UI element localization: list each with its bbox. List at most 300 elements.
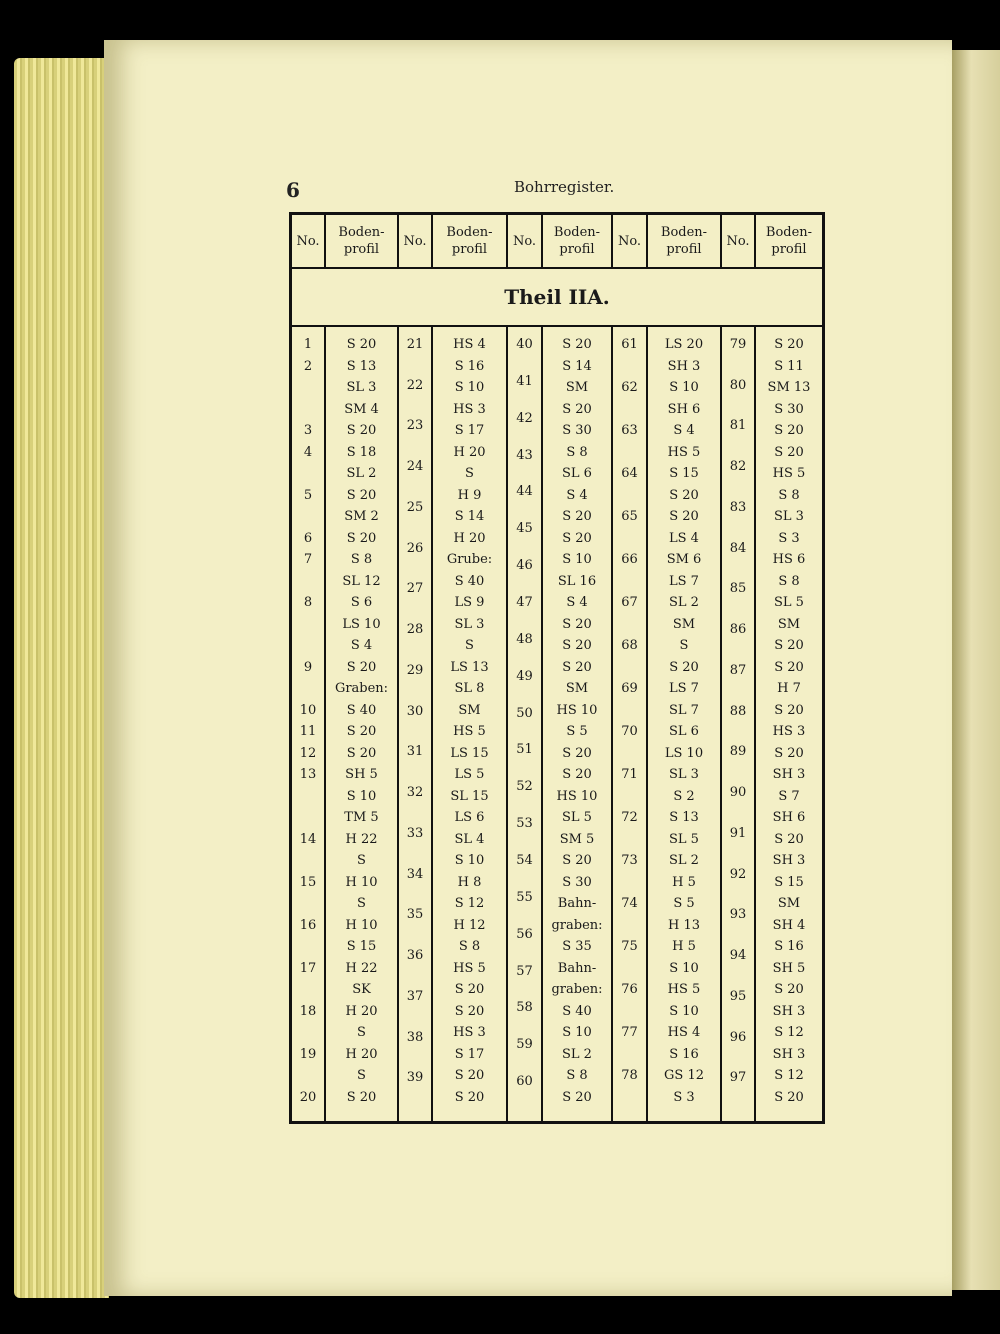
row-number: 54 (516, 853, 533, 868)
profile-entry: S 17 (454, 423, 485, 438)
number-column (613, 327, 648, 1121)
profile-entry: S 5 (566, 724, 588, 739)
row-number: 55 (516, 889, 533, 905)
profile-entry: S 14 (454, 509, 485, 524)
number-column (292, 327, 326, 1121)
profile-entry: S 20 (669, 487, 699, 503)
profile-entry: S 20 (562, 509, 592, 524)
profile-entry: S 20 (562, 767, 592, 782)
row-number: 62 (621, 380, 638, 395)
row-number: 92 (729, 866, 747, 882)
profile-entry: HS 4 (667, 1025, 701, 1040)
profile-entry: SM (458, 702, 481, 718)
profile-entry: S 20 (346, 530, 377, 546)
profile-entry: S (357, 853, 366, 868)
row-number: 41 (516, 373, 533, 389)
profile-entry: S 20 (454, 1068, 485, 1083)
row-number: 74 (621, 896, 638, 911)
profile-entry: S 10 (454, 853, 485, 868)
profile-entry: SL 5 (774, 595, 804, 610)
profile-entry: SM 13 (767, 380, 811, 395)
profile-entry: S 20 (346, 659, 377, 675)
profile-entry: H 20 (345, 1003, 378, 1019)
profile-entry: S 3 (673, 1089, 695, 1105)
profile-entry: SM (777, 896, 801, 911)
profile-entry: SL 3 (669, 767, 699, 782)
profile-entry: S 16 (669, 1046, 699, 1062)
row-number: 39 (406, 1070, 424, 1086)
row-number: 70 (621, 724, 638, 739)
profile-entry: SH 3 (772, 1003, 806, 1019)
row-number: 45 (516, 521, 533, 537)
profile-entry: S (357, 896, 366, 911)
profile-entry: SM 5 (559, 831, 595, 847)
row-number: 34 (406, 866, 424, 882)
profile-entry: S 6 (350, 595, 373, 610)
row-number: 4 (303, 444, 313, 460)
profile-entry: SM (565, 681, 589, 696)
row-number: 35 (406, 907, 424, 923)
profile-entry: S 17 (454, 1046, 485, 1062)
header-bodenprofil: Boden-profil (648, 215, 722, 267)
profile-entry: LS 10 (664, 745, 704, 761)
row-number: 71 (621, 767, 638, 782)
row-number: 48 (516, 631, 533, 647)
profile-entry: S 20 (454, 1003, 485, 1019)
profile-entry: S 8 (778, 487, 800, 503)
profile-entry: LS 5 (454, 767, 485, 782)
page-header (104, 178, 952, 202)
row-number: 11 (299, 724, 317, 739)
row-number: 47 (516, 595, 533, 610)
row-number: 91 (729, 825, 747, 841)
row-number: 15 (299, 874, 317, 890)
profile-entry: S 20 (346, 1089, 377, 1105)
profile-entry: S 15 (669, 466, 699, 481)
profile-entry: TM 5 (344, 810, 379, 825)
profile-entry: S 20 (562, 1089, 592, 1105)
row-number: 68 (621, 638, 638, 653)
header-no: No. (613, 215, 648, 267)
profile-entry: LS 6 (454, 810, 485, 825)
profile-entry: H 12 (453, 917, 486, 933)
profile-entry: SM (777, 616, 801, 632)
profile-entry: S (465, 638, 474, 653)
row-number: 5 (303, 487, 313, 503)
profile-entry: LS 7 (669, 681, 699, 696)
row-number: 86 (729, 622, 747, 638)
row-number: 82 (729, 459, 747, 475)
profile-entry: SH 3 (772, 1046, 806, 1062)
header-bodenprofil: Boden-profil (433, 215, 508, 267)
row-number: 50 (516, 705, 533, 721)
row-number: 97 (729, 1070, 747, 1086)
profile-entry: SL 3 (454, 616, 485, 632)
row-number: 36 (406, 948, 424, 964)
row-number: 49 (516, 668, 533, 684)
row-number: 63 (621, 423, 638, 438)
header-bodenprofil: Boden-profil (765, 225, 813, 257)
profile-entry: HS 3 (453, 401, 486, 417)
profile-entry: S 20 (562, 745, 592, 761)
profile-entry: HS 5 (667, 444, 701, 460)
profile-entry: HS 3 (772, 724, 806, 739)
profile-entry: LS 13 (450, 659, 489, 675)
row-number: 14 (299, 831, 317, 847)
profile-entry: LS 10 (342, 616, 381, 632)
profile-entry: S 20 (454, 982, 485, 997)
profile-entry: S 40 (346, 702, 377, 718)
row-number: 73 (621, 853, 638, 868)
profile-entry: S 16 (774, 939, 804, 954)
row-number: 33 (406, 825, 424, 841)
profile-entry: SL 7 (669, 702, 699, 718)
profile-entry: H 9 (457, 487, 482, 503)
profile-entry: S 2 (673, 788, 695, 804)
row-number: 28 (406, 622, 424, 638)
profile-entry: S 20 (454, 1089, 485, 1105)
profile-entry: GS 12 (664, 1068, 704, 1083)
profile-column (433, 327, 508, 1121)
row-number: 8 (303, 595, 313, 610)
profile-entry: HS 10 (556, 788, 598, 804)
profile-entry: SM (565, 380, 589, 395)
row-number: 26 (406, 540, 424, 556)
profile-entry: SM 2 (344, 509, 379, 524)
row-number: 66 (621, 552, 638, 567)
profile-entry: S 7 (778, 788, 800, 804)
profile-entry: HS 5 (667, 982, 701, 997)
profile-entry: HS 6 (772, 552, 806, 567)
profile-column (326, 327, 399, 1121)
row-number: 32 (406, 785, 424, 801)
row-number: 58 (516, 1000, 533, 1016)
header-no: No. (292, 215, 326, 267)
row-number: 12 (299, 745, 317, 761)
row-number: 94 (729, 948, 747, 964)
profile-entry: SL 2 (346, 466, 377, 481)
profile-entry: LS 7 (669, 573, 699, 589)
profile-entry: S 12 (774, 1068, 804, 1083)
row-number: 59 (516, 1037, 533, 1053)
profile-entry: HS 5 (453, 960, 486, 976)
row-number: 85 (729, 581, 747, 597)
profile-entry: SL 5 (669, 831, 699, 847)
row-number: 17 (299, 960, 317, 976)
profile-entry: H 13 (667, 917, 700, 933)
row-number: 60 (516, 1074, 533, 1090)
row-number: 3 (303, 423, 313, 438)
row-number: 83 (729, 499, 747, 515)
profile-entry: S 20 (346, 745, 377, 761)
profile-entry: S 20 (562, 401, 592, 417)
profile-entry: S 20 (774, 337, 804, 352)
section-title: Theil IIA. (292, 269, 822, 327)
profile-entry: SH 5 (345, 767, 378, 782)
profile-entry: graben: (551, 982, 603, 997)
profile-entry: SH 5 (772, 960, 806, 976)
profile-entry: S 18 (346, 444, 377, 460)
profile-entry: SH 6 (772, 810, 806, 825)
profile-entry: SL 8 (454, 681, 485, 696)
row-number: 9 (303, 659, 313, 675)
row-number: 93 (729, 907, 747, 923)
profile-entry: S 15 (774, 874, 804, 890)
row-number: 72 (621, 810, 638, 825)
profile-entry: S 12 (454, 896, 485, 911)
profile-entry: S 20 (774, 745, 804, 761)
profile-entry: S 16 (454, 358, 485, 374)
profile-entry: S 13 (669, 810, 699, 825)
profile-entry: S 40 (562, 1003, 592, 1019)
row-number: 95 (729, 988, 747, 1004)
profile-entry: SL 16 (557, 573, 597, 589)
profile-entry: SL 3 (774, 509, 804, 524)
row-number: 53 (516, 816, 533, 832)
profile-column (756, 327, 822, 1121)
profile-entry: S 20 (562, 659, 592, 675)
bohrregister-table (289, 212, 825, 1124)
row-number: 21 (406, 337, 424, 352)
row-number: 23 (406, 418, 424, 434)
profile-entry: SL 15 (450, 788, 489, 804)
row-number: 38 (406, 1029, 424, 1045)
row-number: 80 (729, 377, 747, 393)
profile-entry: S 20 (774, 423, 804, 438)
profile-entry: S 11 (774, 358, 804, 374)
row-number: 81 (729, 418, 747, 434)
profile-entry: S 8 (350, 552, 373, 567)
number-column (508, 327, 543, 1121)
profile-entry: H 22 (345, 831, 378, 847)
profile-entry: Graben: (334, 681, 389, 696)
profile-entry: SL 2 (562, 1046, 592, 1062)
row-number: 10 (299, 702, 317, 718)
header-bodenprofil: Boden-profil (326, 215, 399, 267)
profile-entry: H 8 (457, 874, 482, 890)
profile-entry: S (465, 466, 474, 481)
profile-entry: HS 5 (772, 466, 806, 481)
profile-entry: H 22 (345, 960, 378, 976)
profile-entry: S 3 (778, 530, 800, 546)
profile-entry: S 10 (669, 380, 699, 395)
profile-column (648, 327, 722, 1121)
profile-entry: S 20 (562, 530, 592, 546)
profile-entry: S 13 (346, 358, 377, 374)
profile-entry: LS 4 (669, 530, 699, 546)
row-number: 2 (303, 358, 313, 374)
profile-entry: S 20 (669, 509, 699, 524)
row-number: 25 (406, 499, 424, 515)
row-number: 27 (406, 581, 424, 597)
row-number: 51 (516, 742, 533, 758)
profile-entry: SL 2 (669, 595, 699, 610)
page-edges (14, 58, 109, 1298)
profile-entry: S 20 (346, 724, 377, 739)
profile-entry: S 12 (774, 1025, 804, 1040)
row-number: 69 (621, 681, 638, 696)
profile-entry: SH 3 (667, 358, 701, 374)
profile-entry: SH 6 (667, 401, 701, 417)
profile-entry: S 20 (774, 831, 804, 847)
profile-entry: S 20 (346, 423, 377, 438)
profile-entry: S 20 (562, 616, 592, 632)
row-number: 44 (516, 484, 533, 500)
profile-entry: SL 2 (669, 853, 699, 868)
profile-entry: LS 9 (454, 595, 485, 610)
row-number: 78 (621, 1068, 638, 1083)
row-number: 84 (729, 540, 747, 556)
running-head: Bohrregister. (514, 178, 615, 196)
profile-entry: S 20 (562, 853, 592, 868)
row-number: 24 (406, 459, 424, 475)
profile-entry: S 4 (673, 423, 695, 438)
row-number: 20 (299, 1089, 317, 1105)
profile-entry: H 5 (672, 939, 696, 954)
header-no: No. (399, 215, 433, 267)
row-number: 90 (729, 785, 747, 801)
profile-entry: graben: (551, 917, 603, 933)
profile-entry: S 8 (778, 573, 800, 589)
profile-entry: SM 6 (666, 552, 702, 567)
profile-entry: SL 12 (342, 573, 381, 589)
profile-entry: S 35 (562, 939, 592, 954)
row-number: 46 (516, 558, 533, 574)
row-number: 42 (516, 410, 533, 426)
profile-entry: SL 3 (346, 380, 377, 395)
profile-entry: S 10 (454, 380, 485, 395)
row-number: 30 (406, 703, 424, 719)
facing-page-edge (952, 50, 1000, 1290)
profile-entry: S 30 (562, 423, 592, 438)
row-number: 40 (516, 337, 533, 352)
profile-entry: H 5 (672, 874, 696, 890)
row-number: 7 (303, 552, 313, 567)
row-number: 16 (299, 917, 317, 933)
header-no: No. (508, 215, 543, 267)
profile-entry: SL 5 (562, 810, 592, 825)
profile-entry: S 20 (774, 702, 804, 718)
profile-entry: S 4 (566, 595, 588, 610)
profile-entry: S 20 (774, 444, 804, 460)
profile-entry: S 40 (454, 573, 485, 589)
profile-entry: S 20 (774, 638, 804, 653)
profile-entry: SH 4 (772, 917, 806, 933)
row-number: 22 (406, 377, 424, 393)
profile-entry: HS 10 (556, 702, 598, 718)
row-number: 56 (516, 926, 533, 942)
row-number: 88 (729, 703, 747, 719)
profile-entry: H 7 (777, 681, 801, 696)
row-number: 18 (299, 1003, 317, 1019)
row-number: 96 (729, 1029, 747, 1045)
header-bodenprofil: Boden-profil (543, 215, 613, 267)
profile-entry: S 20 (346, 337, 377, 352)
profile-entry: S 20 (774, 1089, 804, 1105)
profile-entry: S 8 (566, 1068, 588, 1083)
profile-entry: S (679, 638, 689, 653)
row-number: 57 (516, 963, 533, 979)
profile-entry: S 10 (562, 1025, 592, 1040)
row-number: 67 (621, 595, 638, 610)
profile-entry: Bahn- (557, 960, 597, 976)
profile-entry: S 8 (566, 444, 588, 460)
profile-entry: SL 4 (454, 831, 485, 847)
number-column (722, 327, 756, 1121)
profile-entry: S 10 (669, 960, 699, 976)
profile-entry: Grube: (446, 552, 493, 567)
profile-entry: HS 5 (453, 724, 486, 739)
profile-entry: SL 6 (669, 724, 699, 739)
profile-column (543, 327, 613, 1121)
profile-entry: S 5 (673, 896, 695, 911)
row-number: 75 (621, 939, 638, 954)
profile-entry: S 10 (562, 552, 592, 567)
profile-entry: H 20 (453, 444, 486, 460)
profile-entry: S 15 (346, 939, 377, 954)
profile-entry: H 20 (453, 530, 486, 546)
row-number: 87 (729, 662, 747, 678)
row-number: 89 (729, 744, 747, 760)
profile-entry: LS 15 (450, 745, 489, 761)
profile-entry: LS 20 (664, 337, 704, 352)
row-number: 61 (621, 337, 638, 352)
row-number: 43 (516, 447, 533, 463)
table-header-row (292, 215, 822, 269)
profile-entry: Bahn- (557, 896, 597, 911)
row-number: 13 (299, 767, 317, 782)
profile-entry: HS 4 (453, 337, 486, 352)
row-number: 52 (516, 779, 533, 795)
row-number: 31 (406, 744, 424, 760)
profile-entry: SK (352, 982, 371, 997)
row-number: 29 (406, 662, 424, 678)
row-number: 19 (299, 1046, 317, 1062)
profile-entry: SH 3 (772, 853, 806, 868)
profile-entry: S 4 (566, 487, 588, 503)
row-number: 64 (621, 466, 638, 481)
number-column (399, 327, 433, 1121)
profile-entry: H 10 (345, 917, 378, 933)
profile-entry: S 10 (346, 788, 377, 804)
profile-entry: H 20 (345, 1046, 378, 1062)
profile-entry: S 30 (774, 401, 804, 417)
profile-entry: H 10 (345, 874, 378, 890)
page-number: 6 (286, 178, 300, 202)
row-number: 77 (621, 1025, 638, 1040)
profile-entry: S 20 (774, 659, 804, 675)
profile-entry: SL 6 (562, 466, 592, 481)
profile-entry: S 20 (669, 659, 699, 675)
profile-entry: SM (672, 616, 696, 632)
row-number: 76 (621, 982, 638, 997)
profile-entry: S 10 (669, 1003, 699, 1019)
row-number: 1 (303, 337, 313, 352)
profile-entry: S 20 (562, 337, 592, 352)
profile-entry: S 20 (774, 982, 804, 997)
profile-entry: S (357, 1025, 366, 1040)
row-number: 6 (303, 530, 313, 546)
row-number: 79 (729, 337, 747, 352)
profile-entry: SH 3 (772, 767, 806, 782)
profile-entry: S 8 (458, 939, 481, 954)
profile-entry: HS 3 (453, 1025, 486, 1040)
profile-entry: S 4 (350, 638, 373, 653)
row-number: 37 (406, 988, 424, 1004)
profile-entry: SM 4 (344, 401, 379, 417)
profile-entry: S 20 (562, 638, 592, 653)
profile-entry: S 20 (346, 487, 377, 503)
